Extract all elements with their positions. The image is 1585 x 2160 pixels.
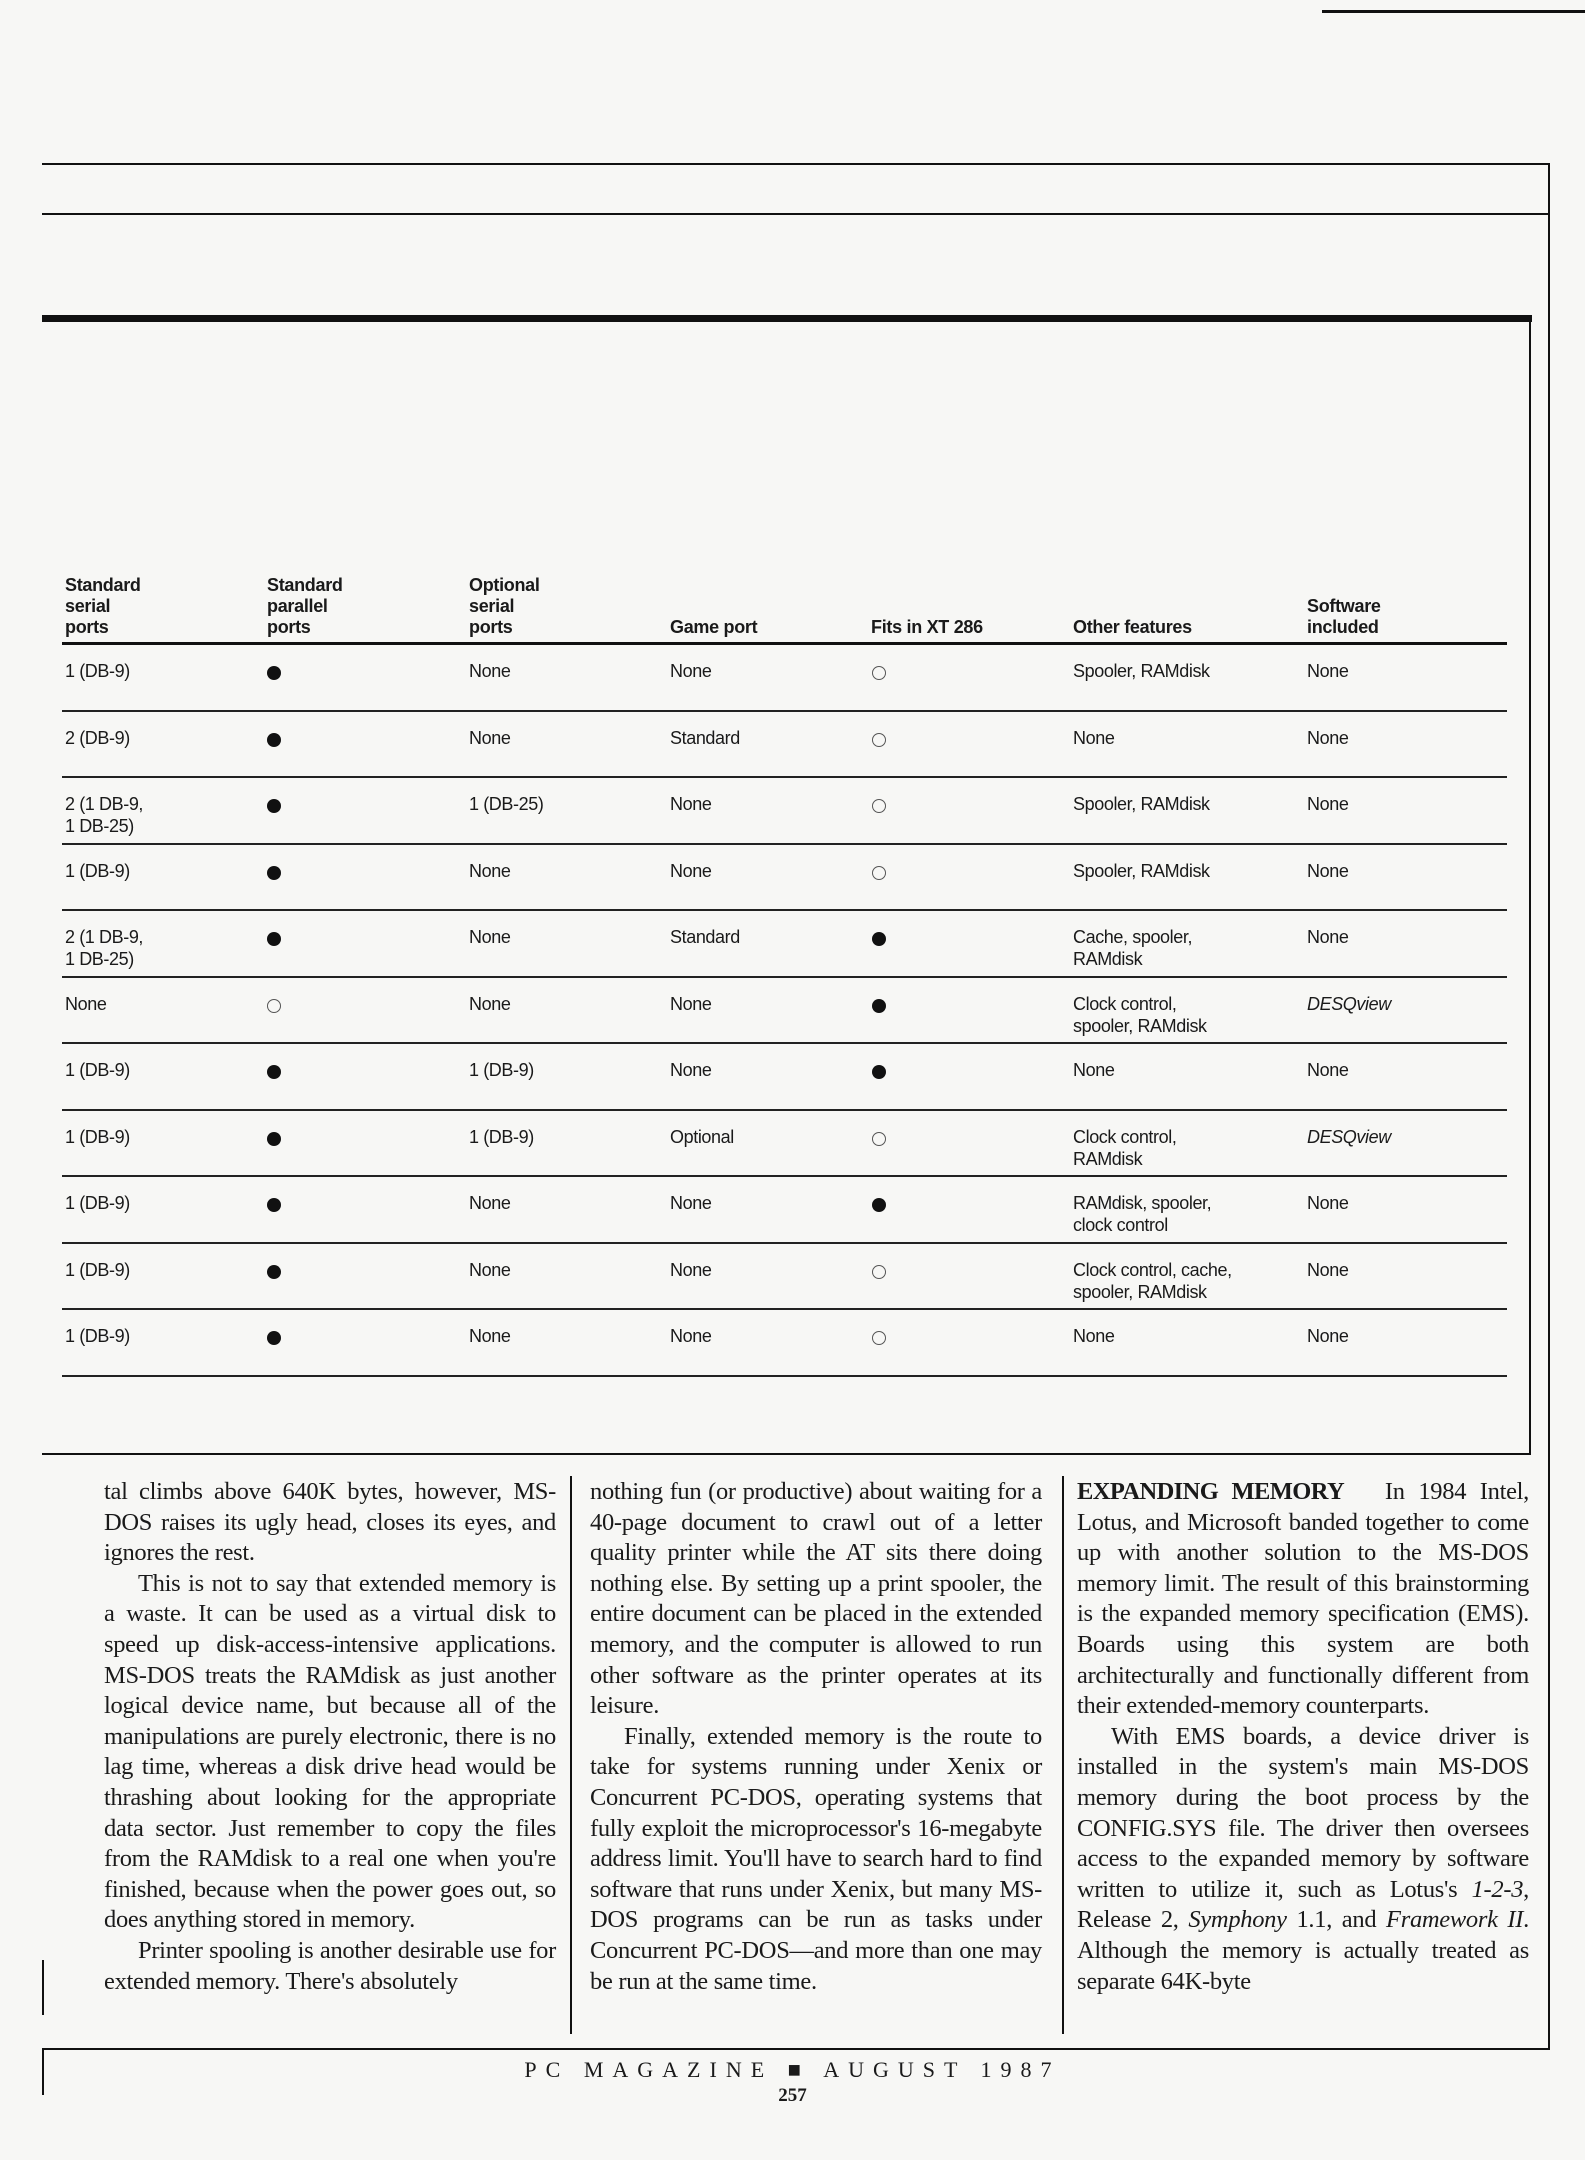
cell-software-included: None: [1307, 1326, 1349, 1346]
table-row: [62, 976, 1507, 1043]
cell-software-included: None: [1307, 727, 1349, 748]
cell-game-port: None: [670, 794, 712, 814]
text-column-divider-2: [1062, 1476, 1064, 2034]
cell-optional-serial: 1 (DB-9): [469, 1060, 534, 1080]
col1-paragraph-1: tal climbs above 640K bytes, however, MS-DOS raises its ugly head, closes its eyes, and ignores the rest.: [104, 1478, 556, 1567]
table-top-heavy-rule: [42, 315, 1532, 322]
table-bottom-rule: [62, 1375, 1507, 1377]
cell-standard-serial: 2 (DB-9): [65, 727, 130, 748]
cell-standard-serial: 1 (DB-9): [65, 1126, 130, 1147]
product-title-framework: Framework II: [1386, 1906, 1524, 1934]
table-row: [62, 1242, 1507, 1309]
header-standard-serial-ports: Standard serial ports: [65, 575, 141, 637]
frame-top-rule: [42, 163, 1550, 165]
article-column-3: [1077, 1477, 1529, 1997]
cell-fits-xt286-dot-open: [872, 733, 886, 747]
table-row: [62, 710, 1507, 777]
section-heading-expanding-memory: EXPANDING MEMORY: [1077, 1478, 1345, 1505]
cell-software-included: None: [1307, 860, 1349, 881]
col3-p2-text-c: 1.1, and: [1286, 1906, 1387, 1934]
cell-optional-serial: None: [469, 727, 511, 748]
cell-optional-serial: None: [469, 1259, 511, 1280]
cell-optional-serial: None: [469, 927, 511, 947]
cell-standard-serial: 1 (DB-9): [65, 1326, 130, 1346]
cell-other-features: Cache, spooler, RAMdisk: [1073, 927, 1193, 969]
cell-fits-xt286-dot-open: [872, 799, 886, 813]
text-column-divider-1: [570, 1476, 572, 2034]
cell-standard-parallel-dot-filled: [267, 1065, 281, 1079]
table-row: [62, 1109, 1507, 1176]
cell-other-features: None: [1073, 1326, 1115, 1346]
header-fits-xt286: Fits in XT 286: [871, 617, 983, 637]
col2-paragraph-2: Finally, extended memory is the route to take for systems running under Xenix or Concurrent PC-DOS, operating systems that fully exploit the microprocessor's 16-megabyte address limit. You'll have to search hard to find software that runs under Xenix, but many MS-DOS programs can be run as tasks under Concurrent PC-DOS—and more than one may be run at the same time.: [590, 1722, 1042, 1995]
cell-other-features: Clock control, RAMdisk: [1073, 1126, 1177, 1169]
table-row: [62, 1308, 1507, 1375]
cell-software-included: DESQview: [1307, 1126, 1391, 1147]
cell-fits-xt286-dot-open: [872, 1132, 886, 1146]
cell-standard-serial: 1 (DB-9): [65, 1259, 130, 1280]
col1-paragraph-3: Printer spooling is another desirable use for extended memory. There's absolutely: [104, 1936, 556, 1995]
header-other-features: Other features: [1073, 617, 1192, 637]
cell-other-features: Spooler, RAMdisk: [1073, 661, 1210, 681]
cell-game-port: None: [670, 1060, 712, 1080]
cell-standard-parallel-dot-filled: [267, 866, 281, 880]
cell-game-port: None: [670, 860, 712, 881]
cell-other-features: Spooler, RAMdisk: [1073, 860, 1210, 881]
cell-optional-serial: None: [469, 661, 511, 681]
col3-paragraph-1-text: In 1984 Intel, Lotus, and Microsoft banded together to come up with another solution to the MS-DOS memory limit. The result of this brainstorming is the expanded memory specification (EMS). Boards using this system are both architecturally and functionally different from their extended-memory counterparts.: [1077, 1478, 1529, 1720]
table-box-right-border: [1529, 315, 1531, 1455]
col3-p2-text-b: , Release 2,: [1077, 1875, 1529, 1934]
cell-optional-serial: 1 (DB-9): [469, 1126, 534, 1147]
cell-fits-xt286-dot-open: [872, 1331, 886, 1345]
cell-standard-parallel-dot-filled: [267, 666, 281, 680]
cell-standard-parallel-dot-filled: [267, 733, 281, 747]
page-bottom-rule: [42, 2048, 1550, 2050]
table-row: [62, 1175, 1507, 1242]
cell-standard-serial: 1 (DB-9): [65, 1193, 130, 1213]
cell-standard-serial: None: [65, 993, 107, 1014]
cell-software-included: None: [1307, 661, 1349, 681]
cell-game-port: Optional: [670, 1126, 734, 1147]
header-standard-parallel-ports: Standard parallel ports: [267, 575, 343, 637]
cell-standard-serial: 2 (1 DB-9, 1 DB-25): [65, 927, 144, 969]
table-row: [62, 776, 1507, 843]
article-column-2: [590, 1477, 1042, 1997]
cell-game-port: None: [670, 1259, 712, 1280]
col2-paragraph-1: nothing fun (or productive) about waiting for a 40-page document to crawl out of a letter quality printer while the AT sits there doing nothing else. By setting up a print spooler, the entire document can be placed in the extended memory, and the computer is allowed to run other software as the printer operates at its leisure.: [590, 1478, 1042, 1720]
table-box-bottom-border: [42, 1453, 1531, 1455]
cell-standard-parallel-dot-filled: [267, 1331, 281, 1345]
cell-other-features: RAMdisk, spooler, clock control: [1073, 1193, 1212, 1235]
cell-standard-parallel-dot-filled: [267, 932, 281, 946]
col1-paragraph-2: This is not to say that extended memory is a waste. It can be used as a virtual disk to speed up disk-access-intensive applications. MS-DOS treats the RAMdisk as just another logical device name, but because all of the manipulations are purely electronic, there is no lag time, whereas a disk drive head would be thrashing about looking for the appropriate data sector. Just remember to copy the files from the RAMdisk to a real one when you're finished, because when the power goes out, so does anything stored in memory.: [104, 1569, 556, 1934]
magazine-footer: PC MAGAZINE ■ AUGUST 1987: [524, 2057, 1061, 2082]
header-game-port: Game port: [670, 617, 758, 637]
table-row: [62, 642, 1507, 710]
table-header: [62, 560, 1507, 642]
cell-fits-xt286-dot-filled: [872, 1198, 886, 1212]
cell-software-included: None: [1307, 794, 1349, 814]
cell-standard-parallel-dot-open: [267, 999, 281, 1013]
cell-standard-parallel-dot-filled: [267, 1132, 281, 1146]
cell-standard-parallel-dot-filled: [267, 1265, 281, 1279]
cell-optional-serial: None: [469, 860, 511, 881]
article-column-1: [104, 1477, 556, 1997]
cell-software-included: None: [1307, 1193, 1349, 1213]
cell-fits-xt286-dot-filled: [872, 932, 886, 946]
cell-game-port: Standard: [670, 927, 740, 947]
cell-fits-xt286-dot-filled: [872, 1065, 886, 1079]
cell-game-port: None: [670, 993, 712, 1014]
frame-right-border: [1548, 163, 1550, 2048]
cell-optional-serial: None: [469, 993, 511, 1014]
cell-software-included: DESQview: [1307, 993, 1391, 1014]
cell-fits-xt286-dot-filled: [872, 999, 886, 1013]
col3-paragraph-1: [1077, 1477, 1529, 1722]
cell-other-features: Clock control, spooler, RAMdisk: [1073, 993, 1207, 1036]
cell-standard-serial: 2 (1 DB-9, 1 DB-25): [65, 794, 144, 836]
cell-standard-parallel-dot-filled: [267, 799, 281, 813]
cell-software-included: None: [1307, 927, 1349, 947]
col3-p2-text-d: . Although the memory is actually treated as separate 64K-byte: [1077, 1906, 1529, 1995]
cell-optional-serial: 1 (DB-25): [469, 794, 544, 814]
table-row: [62, 843, 1507, 910]
comparison-table: [62, 560, 1507, 1377]
table-row: [62, 909, 1507, 976]
frame-second-rule: [42, 213, 1550, 215]
cell-standard-serial: 1 (DB-9): [65, 860, 130, 881]
cell-fits-xt286-dot-open: [872, 866, 886, 880]
top-right-rule: [1322, 10, 1585, 13]
cell-optional-serial: None: [469, 1326, 511, 1346]
cell-other-features: None: [1073, 1060, 1115, 1080]
left-margin-tick-1: [42, 1960, 44, 2015]
cell-standard-serial: 1 (DB-9): [65, 661, 130, 681]
page-number: 257: [778, 2085, 807, 2106]
cell-game-port: None: [670, 661, 712, 681]
cell-other-features: Spooler, RAMdisk: [1073, 794, 1210, 814]
cell-fits-xt286-dot-open: [872, 1265, 886, 1279]
cell-game-port: None: [670, 1193, 712, 1213]
cell-other-features: Clock control, cache, spooler, RAMdisk: [1073, 1259, 1232, 1302]
header-software-included: Software included: [1307, 596, 1381, 637]
table-row: [62, 1042, 1507, 1109]
cell-game-port: Standard: [670, 727, 740, 748]
cell-game-port: None: [670, 1326, 712, 1346]
product-title-123: 1-2-3: [1471, 1875, 1524, 1903]
cell-optional-serial: None: [469, 1193, 511, 1213]
cell-fits-xt286-dot-open: [872, 666, 886, 680]
cell-software-included: None: [1307, 1259, 1349, 1280]
col3-p2-text-a: With EMS boards, a device driver is installed in the system's main MS-DOS memory during the boot process by the CONFIG.SYS file. The driver then oversees access to the expanded memory by software written to utilize it, such as Lotus's: [1077, 1722, 1529, 1903]
product-title-symphony: Symphony: [1188, 1906, 1287, 1934]
header-optional-serial-ports: Optional serial ports: [469, 575, 540, 637]
cell-standard-parallel-dot-filled: [267, 1198, 281, 1212]
col3-paragraph-2: [1077, 1722, 1529, 1997]
cell-software-included: None: [1307, 1060, 1349, 1080]
table-body: [62, 642, 1507, 1375]
cell-other-features: None: [1073, 727, 1115, 748]
cell-standard-serial: 1 (DB-9): [65, 1060, 130, 1080]
